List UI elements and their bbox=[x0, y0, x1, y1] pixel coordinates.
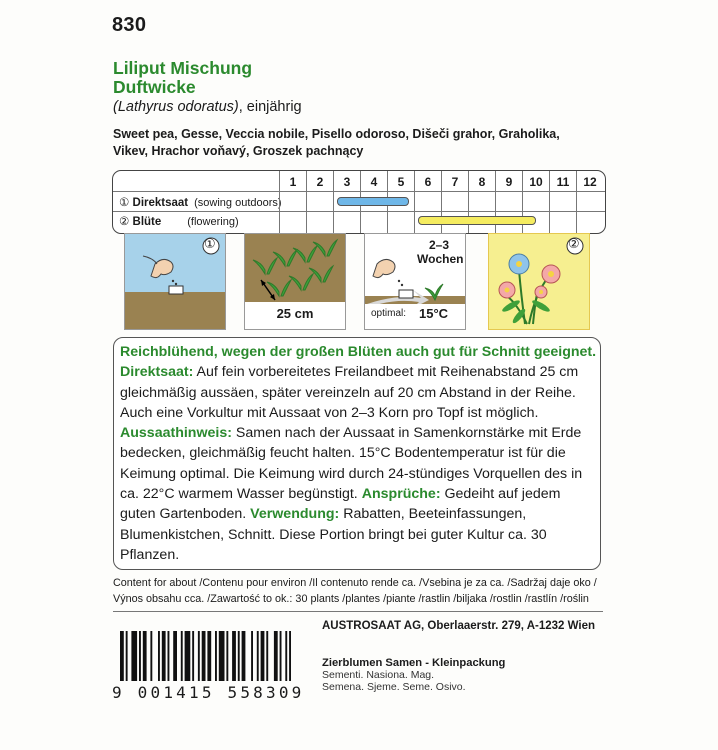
sowing-pictogram bbox=[124, 233, 226, 330]
flowering-pictogram bbox=[488, 233, 590, 330]
weeks-range: 2–3 bbox=[428, 238, 450, 252]
calendar-month-11: 11 bbox=[556, 175, 570, 189]
calendar-row-bluete bbox=[119, 214, 239, 228]
germination-weeks bbox=[417, 238, 464, 266]
calendar-month-8: 8 bbox=[478, 175, 486, 189]
ansprueche-heading: Ansprüche: bbox=[361, 486, 441, 503]
calendar-row-direktsaat bbox=[119, 195, 282, 209]
calendar-marker: ① bbox=[119, 197, 130, 209]
calendar-row-label: Direktsaat bbox=[132, 197, 189, 209]
ean-number: 9 001415 558309 bbox=[112, 683, 305, 702]
calendar-divider bbox=[113, 211, 605, 212]
latin-name bbox=[113, 99, 302, 115]
content-line: Content for about /Contenu pour environ /Il contenuto rende ca. /Vsebina je za ca. /Sadržaj daje oko / bbox=[113, 577, 597, 589]
calendar-month-1: 1 bbox=[289, 175, 297, 189]
calendar-month-10: 10 bbox=[529, 175, 543, 189]
calendar-bar-blüte bbox=[418, 216, 536, 225]
hinweis-text: Samen nach der Aussaat in Samenkornstärke mit Erde bedecken, gleichmäßig feucht halten. 15°C Bodentemperatur ist für die Keimung optimal. Die Keimung wird durch 24-stündiges Vorquellen des in ca. 22°C warmem Wasser begünstigt. bbox=[120, 425, 583, 503]
divider bbox=[113, 611, 603, 612]
calendar-bar-direktsaat bbox=[337, 197, 409, 206]
common-names: Sweet pea, Gesse, Veccia nobile, Pisello odoroso, Dišeči grahor, Graholika, Vikev, Hrachor voňavý, Groszek pachnący bbox=[113, 127, 560, 158]
product-species: Duftwicke bbox=[113, 77, 196, 97]
calendar-row-label: Blüte bbox=[132, 216, 162, 228]
calendar-month-6: 6 bbox=[424, 175, 432, 189]
description-box bbox=[113, 337, 601, 570]
calendar-row-sub: (flowering) bbox=[187, 216, 239, 228]
calendar-row-sub: (sowing outdoors) bbox=[194, 197, 282, 209]
calendar-month-2: 2 bbox=[316, 175, 324, 189]
germination-pictogram bbox=[364, 233, 466, 330]
calendar-month-7: 7 bbox=[451, 175, 459, 189]
optimal-temp: 15°C bbox=[419, 306, 449, 321]
verwendung-heading: Verwendung: bbox=[250, 506, 340, 523]
direktsaat-text: Auf fein vorbereitetes Freilandbeet mit Reihenabstand 25 cm gleichmäßig aussäen, später vereinzeln auf 20 cm Abstand in der Reihe. Auch eine Vorkultur mit Aussaat von 2–3 Korn pro Topf ist möglich. bbox=[120, 364, 579, 421]
category-sub bbox=[322, 670, 522, 693]
product-name: Liliput Mischung bbox=[113, 58, 253, 78]
latin-name-italic: (Lathyrus odoratus) bbox=[113, 99, 239, 115]
verwendung-text: Rabatten, Beeteinfassungen, Blumenkistchen, Schnitt. Diese Portion bringt bei guter Kultur ca. 30 Pflanzen. bbox=[120, 506, 547, 563]
category-sub-line: Sementi. Nasiona. Mag. bbox=[322, 669, 435, 681]
calendar-divider bbox=[113, 191, 605, 192]
step-marker: ① bbox=[204, 236, 216, 251]
weeks-label: Wochen bbox=[417, 252, 464, 266]
spacing-pictogram bbox=[244, 233, 346, 330]
calendar-month-5: 5 bbox=[397, 175, 405, 189]
step-marker: ② bbox=[568, 236, 580, 251]
sowing-calendar bbox=[112, 170, 606, 234]
calendar-month-12: 12 bbox=[583, 175, 597, 189]
product-code: 830 bbox=[112, 14, 147, 36]
intro-text: Reichblühend, wegen der großen Blüten auch gut für Schnitt geeignet. bbox=[120, 344, 597, 360]
calendar-marker: ② bbox=[119, 216, 130, 228]
spacing-label: 25 cm bbox=[276, 306, 314, 321]
direktsaat-heading: Direktsaat: bbox=[120, 364, 194, 381]
calendar-month-4: 4 bbox=[370, 175, 378, 189]
calendar-month-3: 3 bbox=[343, 175, 351, 189]
optimal-label: optimal: bbox=[371, 308, 407, 319]
content-line: Výnos obsahu cca. /Zawartość to ok.: 30 plants /plantes /piante /rastlin /biljaka /rostlin /rastlín /roślin bbox=[113, 593, 589, 605]
company-address: AUSTROSAAT AG, Oberlaaerstr. 279, A-1232 Wien bbox=[322, 620, 596, 632]
calendar-month-9: 9 bbox=[505, 175, 513, 189]
category-title: Zierblumen Samen - Kleinpackung bbox=[322, 657, 506, 669]
content-info bbox=[113, 575, 603, 607]
latin-suffix: , einjährig bbox=[238, 99, 302, 115]
pictogram-strip bbox=[118, 233, 600, 328]
description-text bbox=[120, 342, 598, 565]
category-sub-line: Semena. Sjeme. Seme. Osivo. bbox=[322, 680, 466, 693]
ansprueche-text: Gedeiht auf jedem guten Gartenboden. bbox=[120, 486, 561, 523]
hinweis-heading: Aussaathinweis: bbox=[120, 425, 232, 442]
